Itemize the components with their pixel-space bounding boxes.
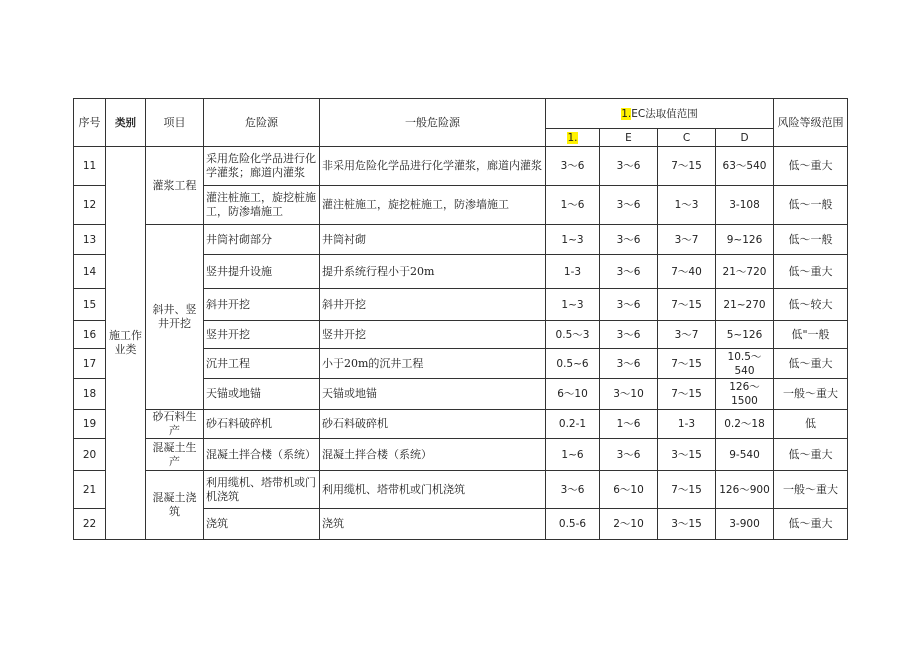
row-number: 13 — [74, 225, 106, 255]
row-number: 19 — [74, 410, 106, 439]
row-number: 11 — [74, 147, 106, 186]
risk-cell: 低～重大 — [774, 349, 848, 379]
l-value: 1~3 — [546, 289, 600, 321]
hazard-cell: 灌注桩施工，旋挖桩施工，防渗墙施工 — [204, 186, 320, 225]
d-value: 9~126 — [716, 225, 774, 255]
general-hazard-cell: 砂石料破碎机 — [320, 410, 546, 439]
c-value: 1～3 — [658, 186, 716, 225]
header-item: 项目 — [146, 99, 204, 147]
c-value: 7～15 — [658, 379, 716, 410]
risk-cell: 低～重大 — [774, 509, 848, 540]
row-number: 21 — [74, 471, 106, 509]
c-value: 3～15 — [658, 509, 716, 540]
header-seq: 序号 — [74, 99, 106, 147]
risk-cell: 低～一般 — [774, 225, 848, 255]
l-value: 1～6 — [546, 186, 600, 225]
hazard-cell: 沉井工程 — [204, 349, 320, 379]
hazard-cell: 混凝土拌合楼（系统） — [204, 439, 320, 471]
d-value: 3-108 — [716, 186, 774, 225]
general-hazard-cell: 浇筑 — [320, 509, 546, 540]
hazard-cell: 采用危险化学品进行化学灌浆；廊道内灌浆 — [204, 147, 320, 186]
c-value: 7～15 — [658, 471, 716, 509]
c-value: 1-3 — [658, 410, 716, 439]
row-number: 22 — [74, 509, 106, 540]
c-value: 7～15 — [658, 147, 716, 186]
d-value: 5~126 — [716, 321, 774, 349]
hazard-cell: 竖井提升设施 — [204, 255, 320, 289]
table-row — [74, 471, 848, 509]
d-value: 9-540 — [716, 439, 774, 471]
table-row — [74, 147, 848, 186]
general-hazard-cell: 利用缆机、塔带机或门机浇筑 — [320, 471, 546, 509]
header-hazard: 危险源 — [204, 99, 320, 147]
c-value: 3～15 — [658, 439, 716, 471]
l-value: 3～6 — [546, 471, 600, 509]
item-cell: 混凝土浇筑 — [146, 471, 204, 540]
d-value: 126～900 — [716, 471, 774, 509]
e-value: 3～6 — [600, 186, 658, 225]
general-hazard-cell: 小于20m的沉井工程 — [320, 349, 546, 379]
c-value: 7～15 — [658, 349, 716, 379]
item-cell: 斜井、竖井开挖 — [146, 225, 204, 410]
hazard-cell: 利用缆机、塔带机或门机浇筑 — [204, 471, 320, 509]
e-value: 3～6 — [600, 349, 658, 379]
header-lec-highlight: 1. — [621, 107, 632, 120]
e-value: 2～10 — [600, 509, 658, 540]
l-value: 1-3 — [546, 255, 600, 289]
d-value: 3-900 — [716, 509, 774, 540]
l-value: 0.5-6 — [546, 509, 600, 540]
row-number: 16 — [74, 321, 106, 349]
hazard-cell: 井筒衬砌部分 — [204, 225, 320, 255]
general-hazard-cell: 井筒衬砌 — [320, 225, 546, 255]
e-value: 6～10 — [600, 471, 658, 509]
item-cell: 混凝土生产 — [146, 439, 204, 471]
e-value: 3～6 — [600, 225, 658, 255]
header-general-hazard: 一般危险源 — [320, 99, 546, 147]
risk-cell: 低 — [774, 410, 848, 439]
hazard-cell: 竖井开挖 — [204, 321, 320, 349]
e-value: 1～6 — [600, 410, 658, 439]
l-value: 1~6 — [546, 439, 600, 471]
d-value: 21～720 — [716, 255, 774, 289]
risk-cell: 低"一般 — [774, 321, 848, 349]
item-cell: 砂石料生产 — [146, 410, 204, 439]
table-row — [74, 225, 848, 255]
risk-cell: 低～重大 — [774, 147, 848, 186]
header-lec-text: EC法取值范围 — [631, 107, 698, 120]
row-number: 14 — [74, 255, 106, 289]
l-value: 6～10 — [546, 379, 600, 410]
e-value: 3～10 — [600, 379, 658, 410]
header-row — [74, 99, 848, 129]
e-value: 3～6 — [600, 321, 658, 349]
general-hazard-cell: 竖井开挖 — [320, 321, 546, 349]
l-value: 0.5~6 — [546, 349, 600, 379]
hazard-cell: 斜井开挖 — [204, 289, 320, 321]
l-value: 0.5～3 — [546, 321, 600, 349]
header-lec-range — [546, 99, 774, 129]
c-value: 3～7 — [658, 321, 716, 349]
header-col-e: E — [600, 129, 658, 147]
table-row — [74, 410, 848, 439]
row-number: 20 — [74, 439, 106, 471]
row-number: 15 — [74, 289, 106, 321]
d-value: 63～540 — [716, 147, 774, 186]
d-value: 10.5～540 — [716, 349, 774, 379]
header-col-c: C — [658, 129, 716, 147]
risk-cell: 低～重大 — [774, 255, 848, 289]
d-value: 21~270 — [716, 289, 774, 321]
header-col-l: 1. — [546, 129, 600, 147]
e-value: 3～6 — [600, 255, 658, 289]
row-number: 12 — [74, 186, 106, 225]
e-value: 3～6 — [600, 289, 658, 321]
risk-cell: 一般～重大 — [774, 379, 848, 410]
general-hazard-cell: 混凝土拌合楼（系统） — [320, 439, 546, 471]
header-category: 类别 — [106, 99, 146, 147]
general-hazard-cell: 提升系统行程小于20m — [320, 255, 546, 289]
risk-cell: 低～一般 — [774, 186, 848, 225]
d-value: 126～1500 — [716, 379, 774, 410]
c-value: 7～40 — [658, 255, 716, 289]
header-col-d: D — [716, 129, 774, 147]
risk-cell: 低～重大 — [774, 439, 848, 471]
general-hazard-cell: 非采用危险化学品进行化学灌浆，廊道内灌浆 — [320, 147, 546, 186]
hazard-cell: 天锚或地锚 — [204, 379, 320, 410]
item-cell: 灌浆工程 — [146, 147, 204, 225]
risk-cell: 低～较大 — [774, 289, 848, 321]
l-value: 0.2-1 — [546, 410, 600, 439]
risk-cell: 一般～重大 — [774, 471, 848, 509]
e-value: 3～6 — [600, 439, 658, 471]
risk-table — [73, 98, 848, 540]
header-risk-range: 风险等级范围 — [774, 99, 848, 147]
general-hazard-cell: 灌注桩施工，旋挖桩施工，防渗墙施工 — [320, 186, 546, 225]
category-cell: 施工作业类 — [106, 147, 146, 540]
e-value: 3～6 — [600, 147, 658, 186]
d-value: 0.2～18 — [716, 410, 774, 439]
c-value: 7～15 — [658, 289, 716, 321]
l-value: 1~3 — [546, 225, 600, 255]
general-hazard-cell: 天锚或地锚 — [320, 379, 546, 410]
table-row — [74, 439, 848, 471]
row-number: 17 — [74, 349, 106, 379]
l-value: 3～6 — [546, 147, 600, 186]
general-hazard-cell: 斜井开挖 — [320, 289, 546, 321]
hazard-cell: 砂石料破碎机 — [204, 410, 320, 439]
hazard-cell: 浇筑 — [204, 509, 320, 540]
row-number: 18 — [74, 379, 106, 410]
c-value: 3～7 — [658, 225, 716, 255]
